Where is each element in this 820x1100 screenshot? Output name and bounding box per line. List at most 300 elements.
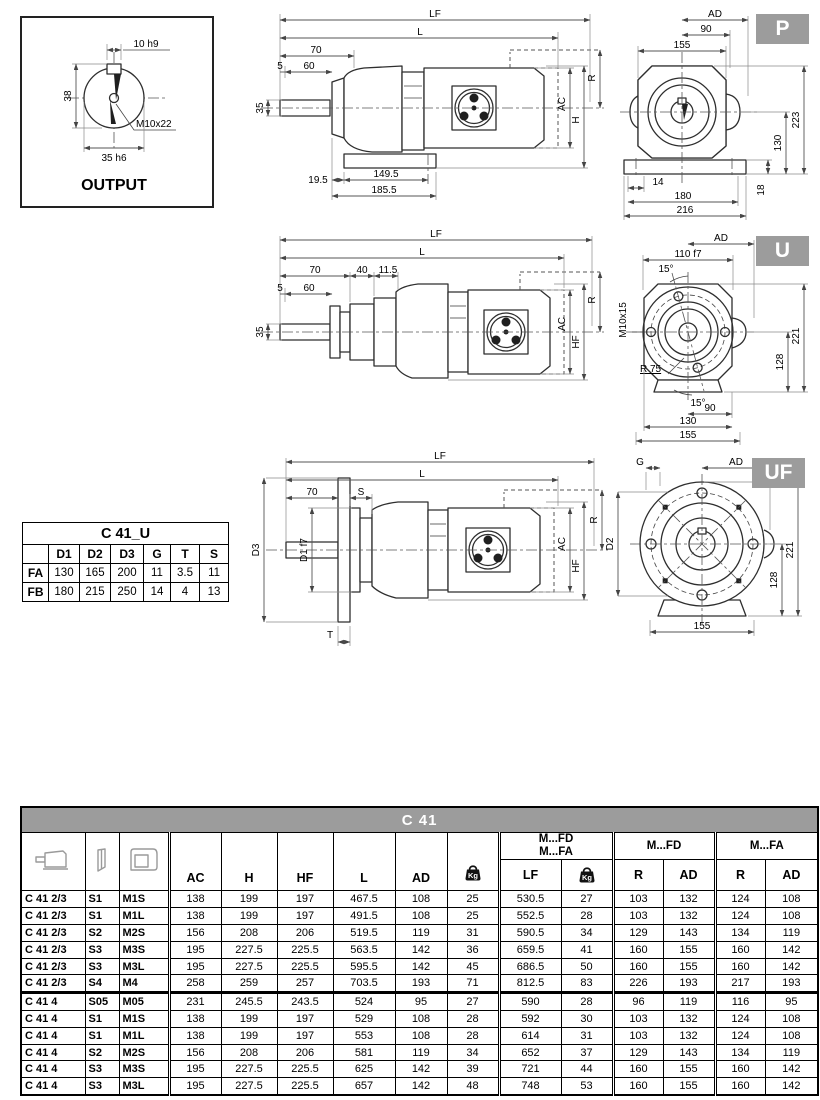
col-d2: D2	[80, 545, 111, 564]
dim-cell: 217	[715, 975, 765, 993]
dim-cell: 132	[663, 1027, 715, 1044]
dim-lf: LF	[429, 9, 441, 20]
model-cell: S3	[85, 1061, 119, 1078]
model-cell: M4	[119, 975, 169, 993]
flange-dimension-table	[22, 522, 229, 602]
dim-cell: 467.5	[333, 891, 395, 908]
dim-cell: 257	[277, 975, 333, 993]
dim-cell: 14	[144, 583, 171, 602]
dim-t: T	[326, 630, 334, 641]
model-cell: C 41 4	[21, 1061, 85, 1078]
dim-cell: 250	[111, 583, 144, 602]
model-cell: M3L	[119, 1078, 169, 1095]
model-cell: M1L	[119, 908, 169, 925]
model-cell: M2S	[119, 925, 169, 942]
dim-cell: 142	[765, 1061, 818, 1078]
dim-cell: 200	[111, 564, 144, 583]
dim-cell: 193	[663, 975, 715, 993]
dim-cell: 44	[561, 1061, 613, 1078]
dim-cell: 96	[613, 993, 663, 1011]
table-row	[21, 958, 818, 975]
dim-key-width: 10 h9	[133, 39, 159, 50]
group-line-1: M...FD	[538, 833, 574, 845]
dim-cell: 197	[277, 1027, 333, 1044]
dim-cell: 165	[80, 564, 111, 583]
main-table-body	[21, 891, 818, 1095]
dim-cell: 143	[663, 925, 715, 942]
kg-weight-icon	[578, 864, 596, 884]
table-row	[21, 975, 818, 993]
dim-cell: 160	[613, 1078, 663, 1095]
col-d3: D3	[111, 545, 144, 564]
dim-cell: 119	[765, 925, 818, 942]
dim-cell: 108	[395, 1011, 447, 1028]
dim-cell: 11	[144, 564, 171, 583]
model-cell: S1	[85, 908, 119, 925]
dim-19-5: 19.5	[308, 175, 328, 186]
dim-cell: 108	[765, 891, 818, 908]
dim-130: 130	[679, 416, 697, 427]
dim-cell: 138	[169, 891, 221, 908]
dim-cell: 129	[613, 1044, 663, 1061]
dim-60: 60	[303, 283, 315, 294]
col-r-fd: R	[613, 860, 663, 891]
dim-cell: 129	[613, 925, 663, 942]
model-cell: C 41 2/3	[21, 891, 85, 908]
dim-5: 5	[277, 61, 283, 72]
dim-40: 40	[356, 265, 368, 276]
dim-shaft-diameter: 35 h6	[101, 153, 127, 164]
dim-d1-f7: D1 f7	[299, 538, 310, 562]
model-cell: S1	[85, 1011, 119, 1028]
view-label-uf: UF	[752, 458, 805, 488]
group-mfd: M...FD	[613, 833, 715, 860]
dim-cell: 31	[561, 1027, 613, 1044]
dim-cell: 119	[663, 993, 715, 1011]
model-cell: M3S	[119, 941, 169, 958]
dim-cell: 553	[333, 1027, 395, 1044]
dim-cell: 197	[277, 891, 333, 908]
dim-cell: 48	[447, 1078, 499, 1095]
dim-cell: 103	[613, 908, 663, 925]
dim-cell: 160	[613, 958, 663, 975]
dim-128: 128	[769, 571, 780, 589]
col-ac: AC	[169, 833, 221, 891]
dim-cell: 160	[715, 958, 765, 975]
dim-cell: 155	[663, 941, 715, 958]
model-cell: M1L	[119, 1027, 169, 1044]
dim-cell: 686.5	[499, 958, 561, 975]
dim-cell: 3.5	[171, 564, 200, 583]
dim-cell: 108	[395, 891, 447, 908]
flange-table-header	[23, 545, 229, 564]
dim-cell: 225.5	[277, 958, 333, 975]
dim-cell: 142	[395, 1078, 447, 1095]
dim-cell: 30	[561, 1011, 613, 1028]
dim-223: 223	[791, 111, 802, 129]
flange-table-title: C 41_U	[23, 523, 229, 545]
dim-cell: 108	[395, 908, 447, 925]
table-row	[21, 1027, 818, 1044]
dim-lf: LF	[430, 229, 442, 240]
dim-cell: 4	[171, 583, 200, 602]
dim-cell: 119	[765, 1044, 818, 1061]
dim-cell: 160	[715, 1061, 765, 1078]
model-cell: C 41 4	[21, 1027, 85, 1044]
dim-cell: 130	[49, 564, 80, 583]
col-ad-fd: AD	[663, 860, 715, 891]
dim-60: 60	[303, 61, 315, 72]
dim-tap-thread: M10x22	[136, 119, 172, 130]
p-side-drawing	[252, 6, 608, 210]
dim-cell: 108	[765, 1027, 818, 1044]
dim-cell: 143	[663, 1044, 715, 1061]
dim-cell: 208	[221, 1044, 277, 1061]
dim-cell: 225.5	[277, 1061, 333, 1078]
dim-cell: 592	[499, 1011, 561, 1028]
dim-hf: HF	[571, 335, 582, 349]
table-row	[21, 1078, 818, 1095]
dim-cell: 227.5	[221, 1061, 277, 1078]
dim-cell: 215	[80, 583, 111, 602]
dim-cell: 138	[169, 1011, 221, 1028]
dim-hf: HF	[571, 559, 582, 573]
dim-l: L	[419, 469, 425, 480]
kg-icon-label: Kg	[581, 872, 592, 882]
dim-cell: 581	[333, 1044, 395, 1061]
dim-cell: 27	[447, 993, 499, 1011]
dim-cell: 199	[221, 1027, 277, 1044]
dim-cell: 160	[715, 1078, 765, 1095]
dim-cell: 227.5	[221, 958, 277, 975]
main-table-title: C 41	[21, 807, 818, 833]
dim-r75: R 75	[640, 364, 662, 375]
dim-cell: 138	[169, 1027, 221, 1044]
dim-cell: 142	[395, 1061, 447, 1078]
dim-cell: 134	[715, 925, 765, 942]
dim-cell: 132	[663, 891, 715, 908]
dim-cell: 41	[561, 941, 613, 958]
dim-130: 130	[773, 134, 784, 152]
dim-cell: 116	[715, 993, 765, 1011]
output-shaft-drawing	[22, 18, 208, 202]
dim-cell: 142	[765, 958, 818, 975]
dim-cell: 142	[765, 941, 818, 958]
table-row	[21, 891, 818, 908]
col-hf: HF	[277, 833, 333, 891]
kg-icon-label: Kg	[467, 871, 478, 881]
dim-cell: 206	[277, 925, 333, 942]
dim-cell: 231	[169, 993, 221, 1011]
dim-cell: 226	[613, 975, 663, 993]
dim-r: R	[587, 296, 598, 304]
dim-cell: 31	[447, 925, 499, 942]
dim-35: 35	[255, 326, 266, 338]
dim-d3: D3	[251, 543, 262, 557]
dim-cell: 103	[613, 1027, 663, 1044]
motor-icon	[126, 846, 162, 874]
dim-cell: 208	[221, 925, 277, 942]
dim-cell: 155	[663, 1061, 715, 1078]
dim-cell: 258	[169, 975, 221, 993]
dim-18: 18	[756, 184, 767, 196]
u-side-drawing	[252, 228, 608, 446]
dim-cell: 552.5	[499, 908, 561, 925]
model-cell: S3	[85, 958, 119, 975]
table-row	[21, 993, 818, 1011]
col-g: G	[144, 545, 171, 564]
col-ad-fa: AD	[765, 860, 818, 891]
table-row	[23, 583, 229, 602]
dim-cell: 625	[333, 1061, 395, 1078]
dim-cell: 227.5	[221, 941, 277, 958]
model-cell: S1	[85, 1027, 119, 1044]
dim-cell: 142	[395, 958, 447, 975]
dim-cell: 36	[447, 941, 499, 958]
dim-cell: 199	[221, 891, 277, 908]
dim-total-height: 38	[63, 90, 74, 102]
dim-r: R	[587, 74, 598, 82]
dim-110-f7: 110 f7	[674, 249, 702, 260]
dim-cell: 156	[169, 925, 221, 942]
view-label-p: P	[756, 14, 809, 44]
dim-cell: 119	[395, 925, 447, 942]
uf-side-drawing	[246, 450, 612, 650]
dim-70: 70	[306, 487, 318, 498]
kg-weight-icon	[464, 862, 482, 882]
dim-cell: 103	[613, 1011, 663, 1028]
dim-cell: 28	[447, 1011, 499, 1028]
dim-g: G	[636, 457, 644, 468]
dim-cell: 195	[169, 1078, 221, 1095]
dim-180: 180	[674, 191, 692, 202]
dim-14: 14	[652, 177, 664, 188]
view-label-u: U	[756, 236, 809, 266]
dim-155: 155	[679, 430, 697, 441]
dim-221: 221	[785, 541, 796, 559]
gearbox-icon	[33, 847, 73, 873]
model-cell: C 41 2/3	[21, 908, 85, 925]
col-r-fa: R	[715, 860, 765, 891]
dim-216: 216	[676, 205, 694, 216]
dim-cell: 245.5	[221, 993, 277, 1011]
dim-cell: 119	[395, 1044, 447, 1061]
model-cell: C 41 2/3	[21, 975, 85, 993]
dim-cell: 160	[715, 941, 765, 958]
dim-cell: 590.5	[499, 925, 561, 942]
motor-icon-cell	[119, 833, 169, 891]
dim-cell: 195	[169, 958, 221, 975]
dim-cell: 530.5	[499, 891, 561, 908]
dim-cell: 193	[765, 975, 818, 993]
dim-cell: 703.5	[333, 975, 395, 993]
dim-ac: AC	[557, 537, 568, 551]
dim-cell: 197	[277, 1011, 333, 1028]
dim-cell: 748	[499, 1078, 561, 1095]
dim-cell: 103	[613, 891, 663, 908]
dim-ad: AD	[708, 9, 722, 20]
dim-cell: 28	[447, 1027, 499, 1044]
dim-cell: 524	[333, 993, 395, 1011]
dim-cell: 34	[447, 1044, 499, 1061]
dim-cell: 53	[561, 1078, 613, 1095]
dim-cell: 227.5	[221, 1078, 277, 1095]
col-lf: LF	[499, 860, 561, 891]
model-cell: C 41 2/3	[21, 941, 85, 958]
dim-cell: 132	[663, 908, 715, 925]
dim-cell: 529	[333, 1011, 395, 1028]
group-mfd-mfa	[499, 833, 613, 860]
corner-cell	[23, 545, 49, 564]
dim-cell: 34	[561, 925, 613, 942]
dim-70: 70	[309, 265, 321, 276]
dim-cell: 590	[499, 993, 561, 1011]
dim-cell: 95	[765, 993, 818, 1011]
dim-cell: 134	[715, 1044, 765, 1061]
dim-cell: 124	[715, 1011, 765, 1028]
dim-70: 70	[310, 45, 322, 56]
dim-l: L	[417, 27, 423, 38]
model-cell: C 41 2/3	[21, 925, 85, 942]
model-cell: S4	[85, 975, 119, 993]
dim-cell: 197	[277, 908, 333, 925]
dim-cell: 659.5	[499, 941, 561, 958]
dim-cell: 142	[395, 941, 447, 958]
dim-cell: 155	[663, 958, 715, 975]
dim-cell: 657	[333, 1078, 395, 1095]
dim-cell: 13	[200, 583, 229, 602]
dim-149-5: 149.5	[373, 169, 399, 180]
dim-155: 155	[673, 40, 691, 51]
dim-cell: 39	[447, 1061, 499, 1078]
dim-ac: AC	[557, 97, 568, 111]
dim-15deg-top: 15°	[658, 264, 674, 275]
dim-cell: 652	[499, 1044, 561, 1061]
table-row	[23, 564, 229, 583]
table-row	[21, 1011, 818, 1028]
model-cell: C 41 4	[21, 1078, 85, 1095]
col-weight-motor	[447, 833, 499, 891]
dim-5: 5	[277, 283, 283, 294]
dim-cell: 108	[765, 908, 818, 925]
dim-r: R	[589, 516, 600, 524]
dim-cell: 108	[395, 1027, 447, 1044]
dim-cell: 199	[221, 1011, 277, 1028]
dim-cell: 155	[663, 1078, 715, 1095]
dim-ad: AD	[729, 457, 743, 468]
model-cell: M05	[119, 993, 169, 1011]
dim-cell: 83	[561, 975, 613, 993]
table-row	[21, 1061, 818, 1078]
dim-35: 35	[255, 102, 266, 114]
model-cell: S05	[85, 993, 119, 1011]
dim-cell: 812.5	[499, 975, 561, 993]
table-row	[21, 925, 818, 942]
dim-cell: 11	[200, 564, 229, 583]
dim-cell: 142	[765, 1078, 818, 1095]
dim-cell: 132	[663, 1011, 715, 1028]
flange-icon	[91, 847, 113, 873]
model-cell: M3S	[119, 1061, 169, 1078]
row-label-fa: FA	[23, 564, 49, 583]
dim-90: 90	[700, 24, 712, 35]
dim-lf: LF	[434, 451, 446, 462]
dim-cell: 225.5	[277, 941, 333, 958]
model-cell: C 41 4	[21, 993, 85, 1011]
dim-cell: 28	[561, 993, 613, 1011]
col-l: L	[333, 833, 395, 891]
table-row	[21, 908, 818, 925]
col-s: S	[200, 545, 229, 564]
col-t: T	[171, 545, 200, 564]
dim-h: H	[571, 116, 582, 124]
dim-s: S	[357, 487, 365, 498]
dim-cell: 721	[499, 1061, 561, 1078]
dim-cell: 27	[561, 891, 613, 908]
main-dimensions-table	[20, 806, 819, 1096]
dim-cell: 491.5	[333, 908, 395, 925]
dim-ac: AC	[557, 317, 568, 331]
model-cell: S3	[85, 941, 119, 958]
dim-cell: 71	[447, 975, 499, 993]
flange-icon-cell	[85, 833, 119, 891]
dim-cell: 124	[715, 908, 765, 925]
output-detail-box	[20, 16, 214, 208]
dim-cell: 193	[395, 975, 447, 993]
dim-cell: 614	[499, 1027, 561, 1044]
model-cell: C 41 2/3	[21, 958, 85, 975]
dim-cell: 124	[715, 891, 765, 908]
table-row	[21, 941, 818, 958]
gearbox-icon-cell	[21, 833, 85, 891]
dim-90: 90	[704, 403, 716, 414]
dim-185-5: 185.5	[371, 185, 397, 196]
model-cell: S3	[85, 1078, 119, 1095]
dim-cell: 45	[447, 958, 499, 975]
col-ad: AD	[395, 833, 447, 891]
group-mfa: M...FA	[715, 833, 818, 860]
dim-cell: 28	[561, 908, 613, 925]
model-cell: C 41 4	[21, 1011, 85, 1028]
dim-cell: 138	[169, 908, 221, 925]
dim-11-5: 11.5	[378, 265, 398, 276]
dim-221: 221	[791, 327, 802, 345]
dim-cell: 156	[169, 1044, 221, 1061]
col-d1: D1	[49, 545, 80, 564]
model-cell: M2S	[119, 1044, 169, 1061]
output-title: OUTPUT	[81, 177, 147, 194]
model-cell: S1	[85, 891, 119, 908]
dim-cell: 160	[613, 941, 663, 958]
dim-cell: 195	[169, 1061, 221, 1078]
dim-cell: 195	[169, 941, 221, 958]
dim-cell: 180	[49, 583, 80, 602]
model-cell: M3L	[119, 958, 169, 975]
model-cell: M1S	[119, 1011, 169, 1028]
dim-cell: 243.5	[277, 993, 333, 1011]
dim-l: L	[419, 247, 425, 258]
dim-ad: AD	[714, 233, 728, 244]
model-cell: S2	[85, 1044, 119, 1061]
dim-cell: 563.5	[333, 941, 395, 958]
dim-cell: 124	[715, 1027, 765, 1044]
dim-128: 128	[775, 353, 786, 371]
table-row	[21, 1044, 818, 1061]
dim-cell: 225.5	[277, 1078, 333, 1095]
group-line-2: M...FA	[539, 846, 573, 859]
dim-cell: 108	[765, 1011, 818, 1028]
dim-cell: 37	[561, 1044, 613, 1061]
